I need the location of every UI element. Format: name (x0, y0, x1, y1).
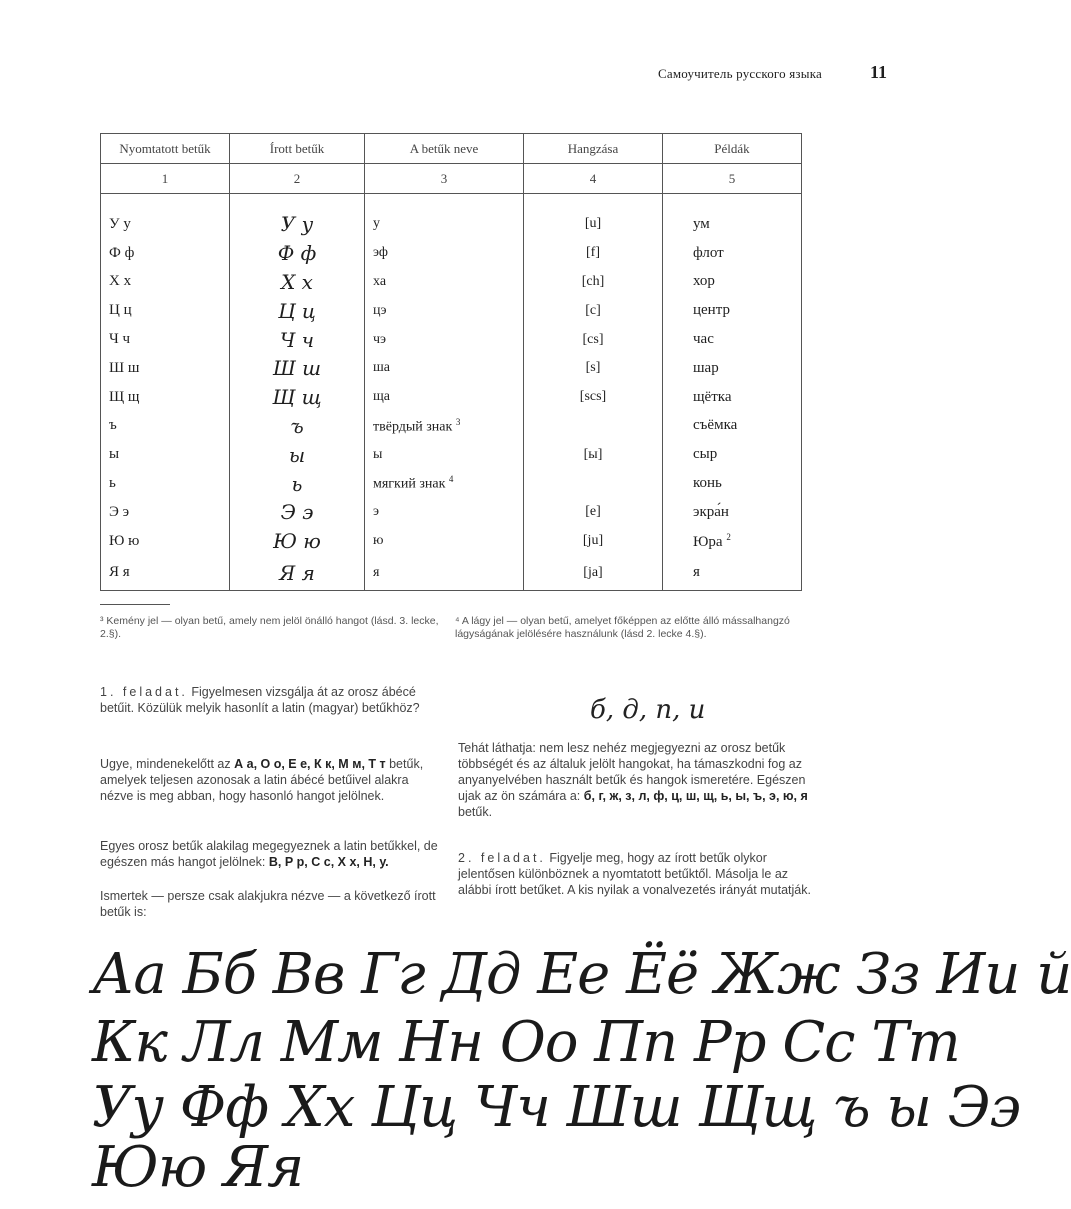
table-row (101, 296, 802, 325)
letter-sound-text: [ы] (583, 446, 603, 462)
example-word (663, 210, 802, 239)
letter-name (365, 325, 524, 354)
letter-name-text: ю (373, 533, 384, 549)
example-word (663, 412, 802, 441)
example-word-text: сыр (693, 446, 718, 463)
header-printed: Nyomtatott betűk (101, 134, 230, 164)
col-number: 5 (663, 164, 802, 194)
task-2-text: Figyelje meg, hogy az írott betűk olykor jelentősen különböznek a nyomtatott betűktől. Másolja le az alábbi írott betűket. A kis nyilak a vonalvezetés irányát mutatják. (458, 851, 811, 897)
example-word-text: щётка (693, 388, 732, 405)
script-letter (230, 210, 365, 239)
col-number: 3 (365, 164, 524, 194)
letter-sound-text: [u] (584, 216, 602, 232)
printed-letter-text: ы (109, 446, 120, 463)
example-word (663, 239, 802, 268)
example-word (663, 469, 802, 498)
example-word-text: шар (693, 359, 719, 376)
footnote-ref: 4 (448, 474, 454, 485)
table-row (101, 210, 802, 239)
letter-sound (524, 412, 663, 441)
paragraph-summary (458, 740, 822, 820)
script-letter-text: Э э (280, 500, 314, 525)
printed-letter-text: У у (109, 215, 131, 232)
footnote-ref: 2 (726, 531, 731, 542)
table-row (101, 527, 802, 556)
table-row (101, 325, 802, 354)
script-letter (230, 527, 365, 556)
example-word-text: съёмка (693, 417, 738, 434)
table-row (101, 268, 802, 297)
letter-name (365, 469, 524, 498)
printed-letter (101, 469, 230, 498)
script-letter-text: Ю ю (273, 529, 321, 554)
printed-letter (101, 210, 230, 239)
letter-sound (524, 239, 663, 268)
letter-name-text: ша (373, 360, 390, 376)
script-letter (230, 325, 365, 354)
alphabet-table (100, 133, 802, 591)
example-word (663, 440, 802, 469)
script-letter (230, 296, 365, 325)
printed-letter-text: Ш ш (109, 359, 140, 376)
letter-name-text: ха (373, 273, 387, 289)
letter-name-text: твёрдый знак (373, 419, 453, 435)
script-letter-text: Ц ц (278, 298, 316, 323)
letter-name (365, 440, 524, 469)
letter-sound (524, 354, 663, 383)
letter-sound (524, 527, 663, 556)
printed-letter (101, 268, 230, 297)
letter-sound (524, 383, 663, 412)
task-2 (458, 850, 822, 898)
letter-sound (524, 210, 663, 239)
script-letter-text: Ч ч (279, 327, 315, 352)
printed-letter-text: Ц ц (109, 302, 132, 319)
script-sample: б, д, п, и (590, 695, 706, 725)
printed-letter-text: Х х (109, 273, 132, 290)
printed-letter-text: Ф ф (109, 244, 135, 261)
script-letter (230, 440, 365, 469)
page-number: 11 (869, 62, 887, 82)
letter-name-text: эф (373, 245, 388, 261)
printed-letter (101, 412, 230, 441)
table-row (101, 239, 802, 268)
script-letter-text: Х х (281, 269, 313, 294)
letter-name (365, 239, 524, 268)
col-number: 4 (524, 164, 663, 194)
printed-letter-text: ъ (109, 417, 117, 434)
page-header (0, 64, 960, 88)
script-letter (230, 383, 365, 412)
column-number-row (101, 164, 802, 194)
printed-letter (101, 325, 230, 354)
letter-sound-text: [ju] (582, 533, 604, 549)
script-letter (230, 268, 365, 297)
letter-sound (524, 556, 663, 591)
header-sound: Hangzása (524, 134, 663, 164)
printed-letter (101, 383, 230, 412)
script-alphabet-line: Юю Яя (92, 1135, 304, 1200)
letter-sound-text: [c] (585, 302, 601, 318)
example-word-text: хор (693, 273, 715, 290)
script-letter (230, 498, 365, 527)
printed-letter-text: Щ щ (109, 388, 140, 405)
script-letter (230, 412, 365, 441)
header-examples: Példák (663, 134, 802, 164)
footnote-ref: 3 (455, 416, 461, 427)
script-letter (230, 239, 365, 268)
printed-letter-text: ь (109, 475, 116, 492)
table-row (101, 383, 802, 412)
script-letter-text: ь (291, 471, 303, 496)
example-word-text: экра́н (693, 503, 729, 520)
printed-letter-text: Э э (109, 503, 130, 520)
letter-sound-text: [ja] (583, 564, 603, 580)
letter-sound-text: [scs] (579, 389, 607, 405)
paragraph-text: Ugye, mindenekelőtt az (100, 757, 231, 771)
script-alphabet-line: Кк Лл Мм Нн Оо Пп Рр Сс Тт (92, 1010, 960, 1075)
letter-sound-text: [ch] (581, 273, 605, 289)
printed-letter (101, 354, 230, 383)
example-word (663, 498, 802, 527)
script-letter-text: Ф ф (277, 241, 317, 266)
paragraph-lookalike-letters (100, 838, 442, 870)
table-row (101, 354, 802, 383)
footnote-4: ⁴ A lágy jel — olyan betű, amelyet főképpen az előtte álló mássalhangzó lágyságának jelölésére használunk (lásd 2. lecke 4.§). (455, 615, 790, 640)
paragraph-same-letters (100, 756, 442, 804)
letter-sound-text: [e] (585, 504, 601, 520)
example-word-text: флот (693, 244, 724, 261)
letter-name-text: ы (373, 446, 383, 462)
table-row (101, 556, 802, 591)
letter-name (365, 296, 524, 325)
letter-sound (524, 268, 663, 297)
script-letter (230, 354, 365, 383)
example-word-text: я (693, 564, 700, 581)
letter-list: б, г, ж, з, л, ф, ц, ш, щ, ь, ы, ъ, э, ю, я (583, 789, 808, 803)
paragraph-text: betűk. (458, 805, 493, 819)
printed-letter (101, 498, 230, 527)
letter-name (365, 268, 524, 297)
table-row (101, 440, 802, 469)
script-letter-text: ъ (290, 413, 304, 438)
script-letter-text: Я я (279, 560, 315, 585)
script-letter-text: Щ щ (272, 385, 322, 410)
letter-sound (524, 440, 663, 469)
letter-name-text: цэ (373, 302, 387, 318)
letter-name-text: у (373, 216, 380, 232)
script-letter (230, 469, 365, 498)
letter-sound (524, 498, 663, 527)
example-word (663, 268, 802, 297)
running-title: Самоучитель русского языка (657, 66, 822, 81)
letter-name (365, 210, 524, 239)
table-row (101, 469, 802, 498)
paragraph-text: Egyes orosz betűk alakilag megegyeznek a latin betűkkel, de egészen más hangot jelölnek: (100, 839, 438, 869)
example-word (663, 354, 802, 383)
example-word-text: конь (693, 475, 722, 492)
table-header-row (101, 134, 802, 164)
script-letter-text: У у (280, 212, 314, 237)
printed-letter (101, 527, 230, 556)
header-script: Írott betűk (230, 134, 365, 164)
printed-letter-text: Ч ч (109, 331, 131, 348)
script-letter (230, 556, 365, 591)
task-2-label: 2. feladat. (458, 851, 546, 865)
footnote-3: ³ Kemény jel — olyan betű, amely nem jelöl önálló hangot (lásd. 3. lecke, 2.§). (100, 615, 439, 640)
letter-name-text: я (373, 564, 380, 580)
letter-name-text: чэ (373, 331, 387, 347)
table-row (101, 498, 802, 527)
example-word (663, 296, 802, 325)
task-1-label: 1. feladat. (100, 685, 188, 699)
printed-letter (101, 296, 230, 325)
printed-letter (101, 239, 230, 268)
printed-letter-text: Я я (109, 564, 130, 581)
table-spacer (101, 194, 802, 211)
letter-sound-text: [cs] (582, 331, 604, 347)
col-number: 1 (101, 164, 230, 194)
example-word-text: ум (693, 215, 710, 232)
letter-sound (524, 469, 663, 498)
letter-list: В, Р р, С с, Х х, Н, у. (268, 855, 389, 869)
letter-name (365, 412, 524, 441)
paragraph-text: betűk, amelyek teljesen azonosak a latin ábécé betűivel alakra nézve is meg abban, hogy hasonló hangot jelölnek. (100, 757, 424, 803)
script-alphabet-line: Уу Фф Хх Цц Чч Шш Щщ ъ ы Ээ (92, 1075, 1021, 1140)
table-row (101, 412, 802, 441)
letter-sound-text: [s] (585, 360, 601, 376)
printed-letter (101, 440, 230, 469)
letter-sound (524, 296, 663, 325)
task-1 (100, 684, 442, 716)
letter-name (365, 354, 524, 383)
letter-name (365, 527, 524, 556)
task-1-text: Figyelmesen vizsgálja át az orosz ábécé betűit. Közülük melyik hasonlít a latin (magyar) betűkhöz? (100, 685, 420, 715)
letter-sound-text: [f] (586, 245, 600, 261)
footnote-rule (100, 604, 170, 605)
script-letter-text: Ш ш (272, 356, 322, 381)
example-word-text: центр (693, 302, 730, 319)
paragraph-text: Tehát láthatja: nem lesz nehéz megjegyezni az orosz betűk többségét és az általuk jelölt hangokat, ha támaszkodni fog az anyanyelvében használt betűk és hangok ismeretére. Egészen ujak az ön számára a: (458, 741, 806, 803)
letter-name (365, 498, 524, 527)
col-number: 2 (230, 164, 365, 194)
printed-letter-text: Ю ю (109, 532, 140, 549)
example-word (663, 325, 802, 354)
example-word (663, 556, 802, 591)
example-word (663, 527, 802, 556)
paragraph-known-script: Ismertek — persze csak alakjukra nézve — a következő írott betűk is: (100, 889, 436, 919)
example-word-text: Юра (693, 533, 723, 550)
printed-letter (101, 556, 230, 591)
example-word-text: час (693, 331, 714, 348)
letter-name (365, 383, 524, 412)
script-alphabet-line: Аа Бб Вв Гг Дд Ее Ёё Жж Зз Ии й (92, 942, 1071, 1007)
letter-name-text: э (373, 504, 380, 520)
letter-sound (524, 325, 663, 354)
letter-name (365, 556, 524, 591)
letter-name-text: ща (373, 389, 390, 405)
script-letter-text: ы (288, 442, 306, 467)
header-name: A betűk neve (365, 134, 524, 164)
example-word (663, 383, 802, 412)
letter-list: А а, О о, Е е, К к, М м, Т т (234, 757, 386, 771)
letter-name-text: мягкий знак (373, 476, 446, 492)
